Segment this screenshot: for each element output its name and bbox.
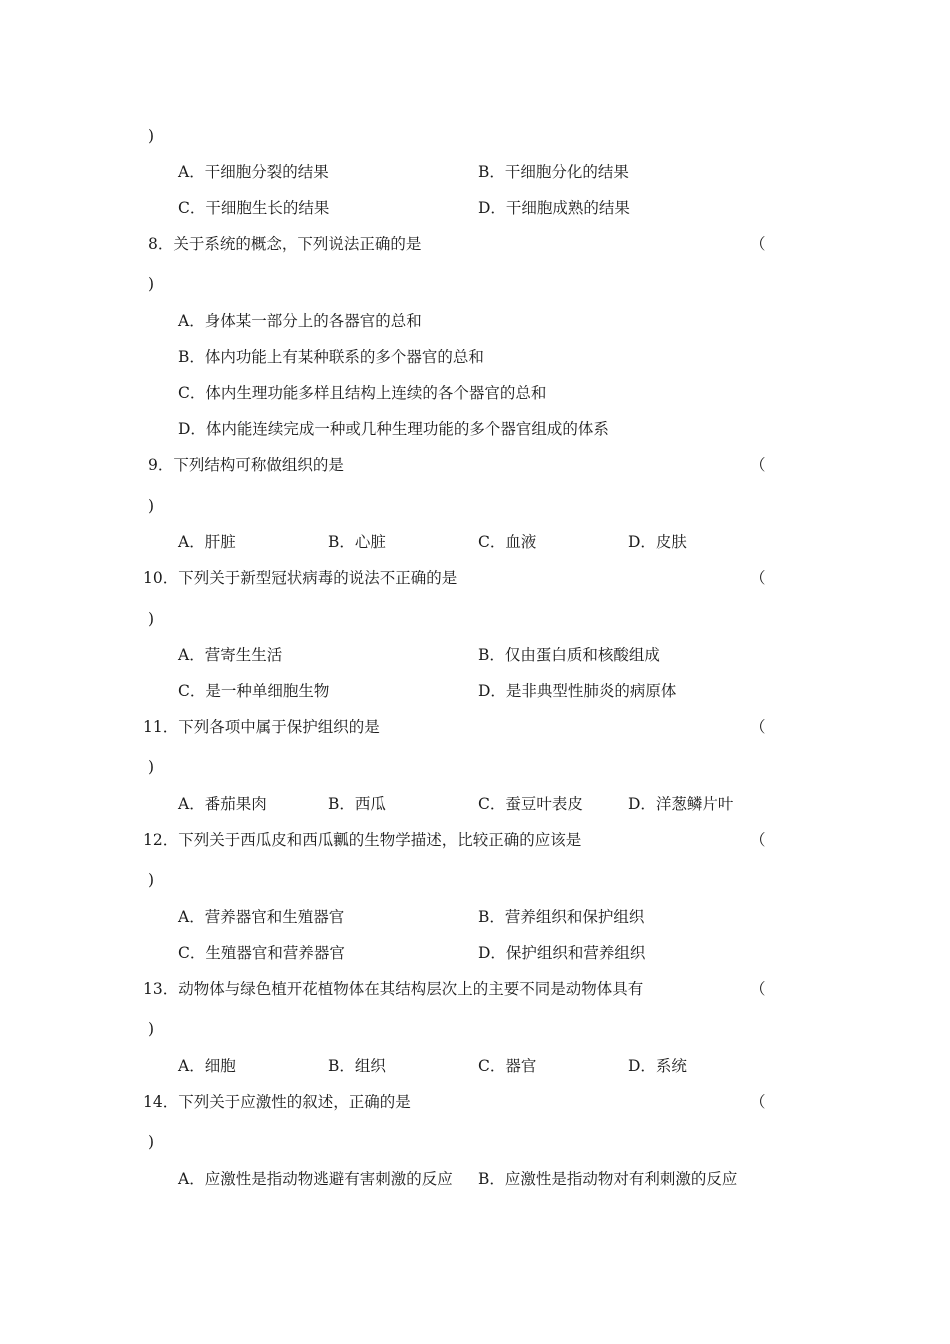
- question-7-option-b: B．干细胞分化的结果: [478, 163, 629, 181]
- question-14-option-a: A．应激性是指动物逃避有害刺激的反应: [178, 1170, 453, 1188]
- question-7-option-d: D．干细胞成熟的结果: [478, 199, 630, 217]
- question-10-option-d: D．是非典型性肺炎的病原体: [478, 682, 677, 700]
- question-8-paren-close: ): [148, 275, 155, 293]
- question-9-option-c: C．血液: [478, 533, 537, 551]
- question-12-paren-close: ): [148, 871, 155, 889]
- question-9-paren-close: ): [148, 497, 155, 515]
- question-11-option-a: A．番茄果肉: [178, 795, 267, 813]
- question-11-paren-open: （: [750, 718, 766, 736]
- question-10-stem: 10．下列关于新型冠状病毒的说法不正确的是: [143, 569, 458, 587]
- question-9-option-d: D．皮肤: [628, 533, 687, 551]
- question-14-option-b: B．应激性是指动物对有利刺激的反应: [478, 1170, 738, 1188]
- question-12-option-c: C．生殖器官和营养器官: [178, 944, 345, 962]
- question-14-stem: 14．下列关于应激性的叙述，正确的是: [143, 1093, 411, 1111]
- question-9-stem: 9．下列结构可称做组织的是: [148, 456, 344, 474]
- question-9-paren-open: （: [750, 456, 766, 474]
- question-13-paren-open: （: [750, 980, 766, 998]
- question-11-paren-close: ): [148, 758, 155, 776]
- question-8-option-c: C．体内生理功能多样且结构上连续的各个器官的总和: [178, 384, 547, 402]
- question-10-option-b: B．仅由蛋白质和核酸组成: [478, 646, 660, 664]
- question-12-option-b: B．营养组织和保护组织: [478, 908, 645, 926]
- question-10-paren-open: （: [750, 569, 766, 587]
- question-13-stem: 13．动物体与绿色植开花植物体在其结构层次上的主要不同是动物体具有: [143, 980, 644, 998]
- question-14-paren-close: ): [148, 1133, 155, 1151]
- question-8-paren-open: （: [750, 235, 766, 253]
- question-7-option-a: A．干细胞分裂的结果: [178, 163, 329, 181]
- question-12-option-d: D．保护组织和营养组织: [478, 944, 646, 962]
- question-9-option-a: A．肝脏: [178, 533, 236, 551]
- question-14-paren-open: （: [750, 1093, 766, 1111]
- question-7-option-c: C．干细胞生长的结果: [178, 199, 330, 217]
- question-11-option-d: D．洋葱鳞片叶: [628, 795, 734, 813]
- question-10-option-a: A．营寄生生活: [178, 646, 283, 664]
- question-12-option-a: A．营养器官和生殖器官: [178, 908, 345, 926]
- question-8-option-b: B．体内功能上有某种联系的多个器官的总和: [178, 348, 484, 366]
- question-13-option-b: B．组织: [328, 1057, 386, 1075]
- question-13-paren-close: ): [148, 1020, 155, 1038]
- question-8-stem: 8．关于系统的概念，下列说法正确的是: [148, 235, 422, 253]
- question-7-answer-paren: ): [148, 127, 155, 145]
- question-8-option-a: A．身体某一部分上的各器官的总和: [178, 312, 422, 330]
- question-11-option-c: C．蚕豆叶表皮: [478, 795, 583, 813]
- question-13-option-c: C．器官: [478, 1057, 537, 1075]
- question-12-stem: 12．下列关于西瓜皮和西瓜瓤的生物学描述，比较正确的应该是: [143, 831, 582, 849]
- question-13-option-a: A．细胞: [178, 1057, 236, 1075]
- question-12-paren-open: （: [750, 831, 766, 849]
- question-11-stem: 11．下列各项中属于保护组织的是: [143, 718, 380, 736]
- question-13-option-d: D．系统: [628, 1057, 687, 1075]
- question-10-paren-close: ): [148, 610, 155, 628]
- question-9-option-b: B．心脏: [328, 533, 386, 551]
- question-8-option-d: D．体内能连续完成一种或几种生理功能的多个器官组成的体系: [178, 420, 609, 438]
- question-11-option-b: B．西瓜: [328, 795, 386, 813]
- question-10-option-c: C．是一种单细胞生物: [178, 682, 330, 700]
